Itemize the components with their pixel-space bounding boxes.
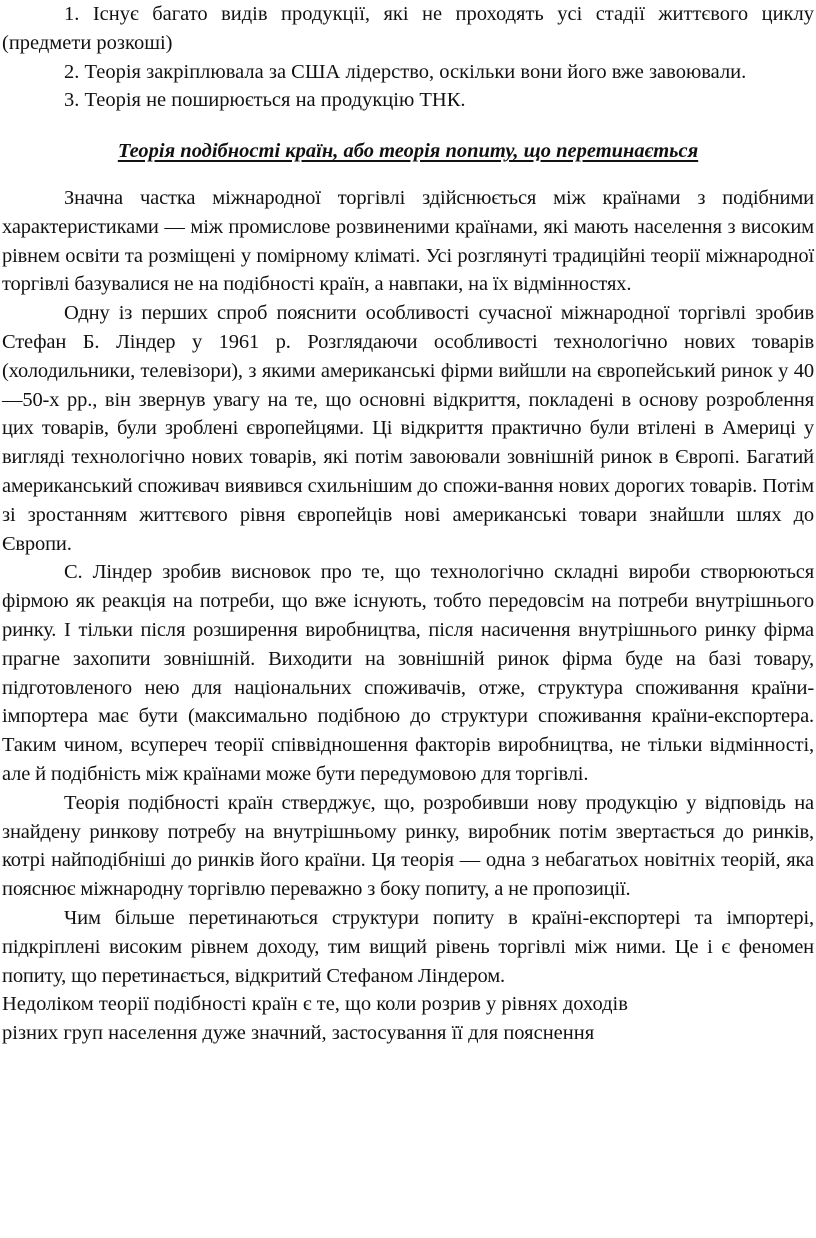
list-item-2: 2. Теорія закріплювала за США лідерство, оскільки вони його вже завоювали. — [64, 60, 747, 83]
paragraph-5: Чим більше перетинаються структури попиту в країні-експортері та імпортері, підкріплені високим рівнем доходу, тим вищий рівень торгівлі між ними. Це і є феномен попиту, що перетинається, відкритий Стефаном Ліндером. — [2, 906, 814, 987]
list-item-1: 1. Існує багато видів продукції, які не проходять усі стадії життєвого циклу (предмети розкоші) — [2, 3, 814, 54]
paragraph-4: Теорія подібності країн стверджує, що, розробивши нову продукцію у відповідь на знайдену ринкову потребу на внутрішньому ринку, виробник потім звертається до ринків, котрі найподібніші до ринків його країни. Ця теорія — одна з небагатьох новітніх теорій, яка пояснює міжнародну торгівлю переважно з боку попиту, а не пропозиції. — [2, 791, 814, 901]
paragraph-2: Одну із перших спроб пояснити особливості сучасної міжнародної торгівлі зробив Стефан Б. Ліндер у 1961 р. Розглядаючи особливості технологічно нових товарів (холодильники, телевізори), з якими американські фірми вийшли на європейський ринок у 40—50-х рр., він звернув увагу на те, що основні відкриття, покладені в основу розроблення цих товарів, були зроблені європейцями. Ці відкриття практично були втілені в Америці у вигляді технологічно нових товарів, які потім завоювали зовнішній ринок в Європі. Багатий американський споживач виявився схильнішим до спожи-вання нових дорогих товарів. Потім зі зростанням життєвого рівня європейців нові американські товари знайшли шлях до Європи. — [2, 302, 814, 555]
paragraph-1: Значна частка міжнародної торгівлі здійснюється між країнами з подібними характеристиками — між промислове розвиненими країнами, які мають населення з високим рівнем освіти та розміщені у помірному кліматі. Усі розглянуті традиційні теорії міжнародної торгівлі базувалися не на подібності країн, а навпаки, на їх відмінностях. — [2, 186, 814, 296]
section-heading: Теорія подібності країн, або теорія попиту, що перетинається — [117, 140, 699, 163]
last-paragraph-line-2: різних груп населення дуже значний, застосування її для пояснення — [2, 1022, 595, 1045]
list-item-3: 3. Теорія не поширюється на продукцію ТНК. — [64, 89, 466, 112]
paragraph-3: С. Ліндер зробив висновок про те, що технологічно складні вироби створюються фірмою як реакція на потреби, що вже існують, тобто передовсім на потреби внутрішнього ринку. І тільки після розширення виробництва, після насичення внутрішнього ринку фірма прагне захопити зовнішній. Виходити на зовнішній ринок фірма буде на базі товару, підготовленого нею для національних споживачів, отже, структура споживання країни-імпортера має бути (максимально подібною до структури споживання країни-експортера. Таким чином, всупереч теорії співвідношення факторів виробництва, не тільки відмінності, але й подібність між країнами може бути передумовою для торгівлі. — [2, 561, 814, 785]
last-paragraph-line-1: Недоліком теорії подібності країн є те, що коли розрив у рівнях доходів — [2, 993, 628, 1016]
